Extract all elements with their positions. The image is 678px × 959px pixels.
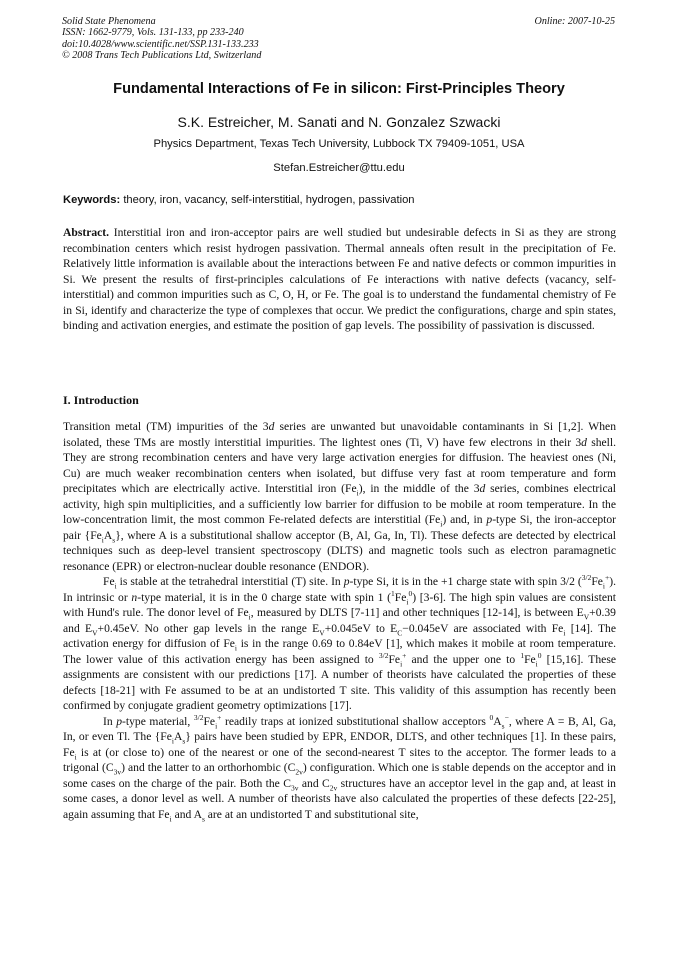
text-run: readily traps at ionized substitutional shallow acceptors [221, 714, 490, 728]
introduction-body [63, 419, 616, 822]
italic-d: d [268, 420, 275, 433]
symbol: Fe [203, 714, 216, 728]
subscript: s [112, 534, 116, 544]
paragraph-1 [63, 419, 616, 574]
text-run: -type material, it is in the 0 charge state with spin 1 ( [137, 590, 392, 604]
text-run: ) configuration. Which one is stable depends on the acceptor and in some cases on the charge of the pair. Both the C [63, 761, 616, 790]
text-run: [15,16]. These assignments are consistent with our predictions [17]. A number of theorists have calculated the properties of these defects [18-21] with Fe assumed to be at an undistorted T site. This validity of this assumption has recently been confirmed by conjugate gradient geometry optimizations [17]. [63, 652, 616, 712]
text-run: ). In intrinsic or [63, 575, 617, 604]
text-run: series, combines electrical activity, high spin multiplicities, and a sufficiently low barrier for diffusion to be mobile at room temperature. In the low-concentration limit, the most common Fe-related defects are interstitial (Fe [63, 482, 617, 526]
subscript: s [201, 813, 205, 823]
subscript: i [400, 658, 403, 668]
paragraph-2 [63, 574, 616, 714]
superscript: 3/2 [193, 712, 204, 722]
text-run: are at an undistorted T and substitutional site, [204, 807, 419, 821]
text-run: series are unwanted but unavoidable contaminants in Si [1,2]. When isolated, these TMs are mostly interstitial impurities. The lightest ones (Ti, V) have few electrons in their 3 [63, 420, 616, 449]
text-run: } pairs have been studied by EPR, ENDOR, DLTS, and other techniques [1]. In these pairs, Fe [63, 730, 616, 759]
text-run: −0.045eV are associated with Fe [402, 621, 564, 635]
subscript: i [169, 813, 172, 823]
doi-line: doi:10.4028/www.scientific.net/SSP.131-133.233 [62, 38, 259, 50]
text-run: and A [171, 807, 202, 821]
superscript: 0 [489, 712, 494, 722]
italic-p: p [116, 714, 123, 728]
keywords-label: Keywords: [63, 194, 121, 206]
subscript: V [583, 612, 590, 622]
subscript: 3v [113, 767, 122, 777]
superscript: 3/2 [581, 573, 592, 583]
italic-d: d [479, 482, 486, 495]
text-run: and C [298, 776, 330, 790]
symbol: A [103, 528, 113, 542]
text-run: Fe [103, 575, 115, 588]
subscript: V [319, 627, 325, 637]
subscript: i [248, 612, 251, 622]
abstract-label: Abstract. [63, 226, 110, 239]
text-run: and the upper one to [406, 652, 521, 666]
text-run: ) [3-6]. The high spin values are consistent with Hund's rule. The donor level of Fe [63, 590, 616, 619]
superscript: 0 [537, 650, 542, 660]
abstract-text: Interstitial iron and iron-acceptor pairs are well studied but undesirable defects in Si as they are strong recombination centers which resist hydrogen passivation. Thermal anneals often result in the precipitation of Fe. Relatively little information is available about the interactions between Fe and native defects or common impurities in Si. We present the results of first-principles calculations of Fe interactions with native defects (vacancy, self-interstitial) and common impurities such as C, O, H, or Fe. The goal is to understand the fundamental chemistry of Fe in Si, identify and characterize the type of complexes that occur. We predict the configurations, charge and spin states, binding and activation energies, and estimate the position of gap levels. The possibility of passivation is discussed. [63, 226, 616, 332]
text-run: }, where A is a substitutional shallow acceptor (B, Al, Ga, In, Tl). These defects are detected by electrical techniques such as deep-level transient spectroscopy (DLTS) and magnetic tools such as electron paramagnetic resonance (EPR) or electron-nuclear double resonance (ENDOR). [63, 528, 616, 573]
subscript: 3v [290, 782, 299, 792]
subscript: i [602, 581, 606, 591]
keywords-text: theory, iron, vacancy, self-interstitial, hydrogen, passivation [123, 194, 415, 206]
subscript: i [74, 751, 77, 761]
superscript: 1 [391, 588, 395, 598]
subscript: i [406, 596, 409, 606]
text-run: ), in the middle of the 3 [358, 482, 480, 495]
symbol: Fe [591, 575, 603, 588]
subscript: i [114, 581, 117, 591]
subscript: i [101, 534, 104, 544]
subscript: i [535, 658, 538, 668]
superscript: 3/2 [378, 650, 389, 660]
copyright-line: © 2008 Trans Tech Publications Ltd, Switzerland [62, 50, 262, 62]
symbol: Fe [388, 652, 401, 666]
running-header [62, 16, 615, 62]
text-run: is in the range 0.69 to 0.84eV [1], which makes it mobile at room temperature. The lower value of this activation energy has been assigned to [63, 637, 617, 666]
subscript: s [501, 720, 505, 730]
symbol: Fe [394, 590, 407, 604]
superscript: + [402, 650, 407, 660]
text-run: , where A = B, Al, Ga, In, or even Tl. The {Fe [63, 714, 616, 743]
italic-n: n [131, 590, 138, 604]
text-run: ) and, in [442, 513, 487, 526]
text-run: Transition metal (TM) impurities of the 3 [63, 420, 269, 433]
text-run: [14]. The activation energy for diffusion of Fe [63, 621, 616, 650]
text-run: is stable at the tetrahedral interstitial (T) site. In [116, 575, 344, 588]
keywords [63, 194, 618, 206]
text-run: -type Si, the iron-acceptor pair {Fe [63, 513, 617, 542]
subscript: C [397, 627, 403, 637]
text-run: ) and the latter to an orthorhombic (C [121, 761, 296, 774]
paragraph-3 [63, 714, 616, 823]
symbol: A [173, 730, 183, 743]
subscript: i [356, 488, 359, 498]
issn-line: ISSN: 1662-9779, Vols. 131-133, pp 233-240 [62, 27, 244, 39]
italic-p: p [343, 575, 350, 588]
subscript: 2v [295, 767, 303, 777]
subscript: 2v [329, 782, 338, 792]
paper-title: Fundamental Interactions of Fe in silicon: First-Principles Theory [113, 81, 565, 97]
symbol: Fe [524, 652, 536, 666]
symbol: A [493, 714, 502, 728]
author-email: Stefan.Estreicher@ttu.edu [273, 162, 405, 174]
text-run: +0.39 and E [63, 606, 616, 635]
online-date: Online: 2007-10-25 [534, 16, 615, 27]
text-run: +0.045eV to E [324, 621, 398, 635]
text-run: shell. They are strong recombination centers and have very large activation energies for diffusion. The heaviest ones (Ni, Cu) are much weaker recombination centers when isolated, but diffuse very fast at room temperature and form precipitates which are electrically active. Interstitial iron (Fe [63, 435, 616, 495]
text-run: +0.45eV. No other gap levels in the range E [97, 621, 320, 635]
text-run: is at (or close to) one of the nearest or one of the second-nearest T sites to the acceptor. The former leads to a trigonal (C [63, 745, 616, 774]
affiliation: Physics Department, Texas Tech University, Lubbock TX 79409-1051, USA [153, 138, 525, 150]
subscript: i [215, 720, 218, 730]
journal-name: Solid State Phenomena [62, 16, 156, 27]
text-run: In [103, 714, 117, 728]
superscript: 1 [520, 650, 525, 660]
subscript: s [182, 736, 186, 746]
subscript: i [563, 627, 566, 637]
section-heading: I. Introduction [63, 393, 139, 407]
subscript: i [440, 519, 443, 529]
text-run: -type material, [122, 714, 194, 728]
superscript: 0 [408, 588, 413, 598]
superscript: − [504, 712, 509, 722]
superscript: + [605, 573, 610, 583]
abstract [63, 225, 616, 334]
text-run: -type Si, it is in the +1 charge state with spin 3/2 ( [349, 575, 582, 588]
text-run: , measured by DLTS [7-11] and other techniques [12-14], is between E [250, 606, 584, 619]
text-run: structures have an acceptor level in the gap and, at least in some cases, a donor level as well. A number of theorists have also calculated the properties of these defects [22-25], again assuming that Fe [63, 776, 616, 821]
superscript: + [217, 712, 222, 722]
subscript: V [92, 627, 98, 637]
italic-d: d [581, 435, 587, 449]
italic-p: p [486, 513, 493, 526]
subscript: i [234, 643, 238, 653]
authors: S.K. Estreicher, M. Sanati and N. Gonzalez Szwacki [177, 114, 501, 130]
subscript: i [171, 736, 174, 746]
